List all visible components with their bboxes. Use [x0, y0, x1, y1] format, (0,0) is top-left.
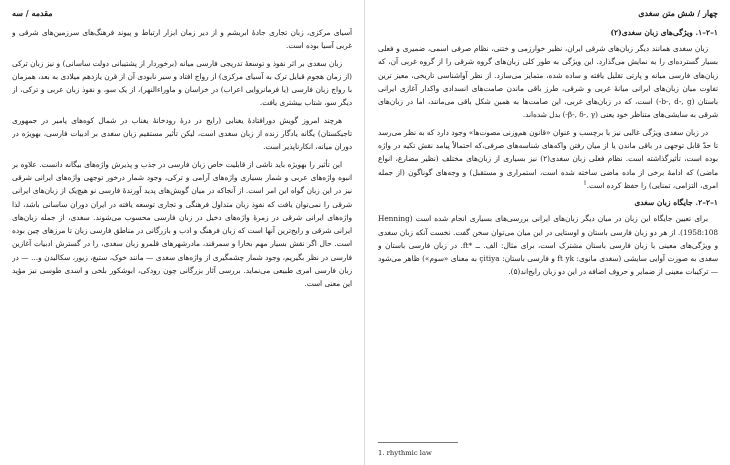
right-paragraph: برای تعیین جایگاه این زبان در میان دیگر زبان‌های ایرانی بررسی‌های بسیاری انجام شده است (Henning 1958:108). از هر دو زبان فارسی باستان و اوستایی در این میان می‌توان سخن گفت. نخست آنکه زبان سغدی و ویژگی‌های معینی با زبان فارسی باستان مشترک است، برای مثال: الف. ــ *ft. در زبان فارسی باستان و سغدی به صورت آوایی سایشی (سغدی مانوی: ft yk و فارسی باستان: çitiya به معنای «سوم») ظاهر می‌شود — ترکیبات معینی از ضمایر و حروف اضافه در این دو زبان رایج‌اند(۵). — [378, 214, 718, 277]
left-page — [12, 0, 352, 465]
left-running-head: مقدمه / سه — [12, 8, 53, 18]
left-paragraph: زبان سغدی بر اثر نفوذ و توسعهٔ تدریجی فارسی میانه (برخوردار از پشتیبانی دولت ساسانی) و نیز زبان ترکی (از زمان هجوم قبایل ترک به آسیای مرکزی) از رواج افتاد و سیر نابودی آن از قرن یازدهم میلادی به بعد، همزمان با رواج زبان فارسی (یا فرمانروایی اعراب) در خراسان و ماوراءالنهر)، از یک سو، و نفوذ زبان عربی و ترکی، از دیگر سو، شتاب بیشتری یافت. — [12, 58, 352, 108]
footnote: 1. rhythmic law — [378, 449, 432, 457]
left-paragraph: هرچند امروز گویش دورافتادهٔ یغنابی (رایج در درهٔ رودخانهٔ یغناب در شمال کوه‌های پامیر در جمهوری تاجیکستان) یگانه یادگار زنده از زبان سغدی است، لیکن تأثیر مستقیم زبان سغدی بر ادبیات فارسی، بهویژه در دوران میانه، انکارناپذیر است. — [12, 115, 352, 152]
right-running-head: چهار / شش متن سغدی — [638, 8, 718, 18]
right-paragraph-text: در زبان سغدی ویژگی غالبی نیز با برچسب و عنوان «قانون هم‌وزنی مصوت‌ها» وجود دارد که به نظر می‌رسد تا حدّ قابل توجهی در باقی ماندن یا از میان رفتن واکه‌های شناسه‌های صرفی،که احتمالاً پیامد نقش تکیه در واژه بوده است، تأثیرگذاشته است. نظام فعلی زبان سغدی(۲) نیز بسیاری از زبان‌های مختلف (نظیر مضارع، انواع ماضی) که ادامهٔ برخی از ماده ماضی ساخته شده است، استمراری و مستقبل) و وجه‌های گوناگون (از جمله امری، التزامی، تمنایی) را حفظ کرده است. — [378, 127, 718, 190]
left-page-header — [12, 8, 352, 22]
right-page — [378, 0, 718, 465]
section-heading: ۱–۲–۲. جایگاه زبان سغدی — [634, 198, 718, 208]
left-paragraph: این تأثیر را بهویژه باید ناشی از قابلیت خاص زبان فارسی در جذب و پذیرش واژه‌های بیگانه دانست. علاوه بر انبوه واژه‌های عربی و شمار بسیاری واژه‌های آرامی و ترکی، وجود شمار درخور توجهی واژه‌های ایرانی شرقی نیز در این زبان گواه این امر است. از آنجاکه در میان گویش‌های پدید آورندهٔ فارسی نو هیچ‌یک از زبان‌های ایرانی شرقی را نمی‌توان یافت که نفوذ زبان متداول فرهنگی و تجاری توسعه یافته در ایران دوران ساسانی باشد، لذا واژه‌های ایرانی شرقی در زمرهٔ واژه‌های دخیل در زبان فارسی محسوب می‌شوند. سغدی، از جمله زبان‌های ایرانی شرقی و رایج‌ترین آنها است که زبان فرهنگ و ادب و بازرگانی در مناطق فارسی زبان تا مرزهای چین بوده است. حال اگر نقش بسیار مهم بخارا و سمرقند، مادرشهرهای قلمرو زبان سغدی، را در گسترش ادبیات آغازین فارسی در نظر بگیریم، وجود شمار چشمگیری از واژه‌های سغدی — مانند خوک، ستیغ، زیور، سکالیدن و... — در زبان فارسی امری طبیعی می‌نماید. بررسی آثار بزرگانی چون رودکی، ابوشکور بلخی و اسدی طوسی نیز مؤید این معنی است. — [12, 159, 352, 289]
right-paragraph — [378, 126, 718, 192]
left-paragraph: آسیای مرکزی، زبان تجاری جادهٔ ابریشم و از دیر زمان ابزار ارتباط و پیوند فرهنگ‌های سرزمین‌های شرقی و غربی آسیا بوده است. — [12, 28, 352, 51]
section-heading: ۱–۲–۱. ویژگی‌های زبان سغدی(۲) — [610, 28, 718, 37]
right-page-header — [378, 8, 718, 22]
footnote-rule — [378, 442, 458, 443]
page-gutter — [364, 0, 365, 465]
footnote-reference: 1 — [583, 180, 587, 187]
right-paragraph: زبان سغدی همانند دیگر زبان‌های شرقی ایران، نظیر خوارزمی و ختنی، نظام صرفی اسمی، ضمیری و فعلی بسیار گسترده‌ای را به نمایش می‌گذارد. این ویژگی به طور کلی زبان‌های گروه شرقی را از گروه غربی آن، که زبان‌های فارسی میانه و پارتی تقلیل یافته و ساده شده، متمایز می‌سازد. از نظر آواشناسی تاریخی، معیز ترین تفاوت میان زبان‌های ایرانی میانهٔ غربی و شرقی، طرز باقی ماندن صامت‌های انسدادی واکدار آغازی ایرانی باستان (b-, d-, g-) است، که در زبان‌های غربی، این صامت‌ها به همین شکل باقی می‌مانند، اما در زبان‌های شرقی به سایشی‌های متناظر خود یعنی (β-, δ-, γ-) بدل شده‌اند. — [378, 44, 718, 120]
